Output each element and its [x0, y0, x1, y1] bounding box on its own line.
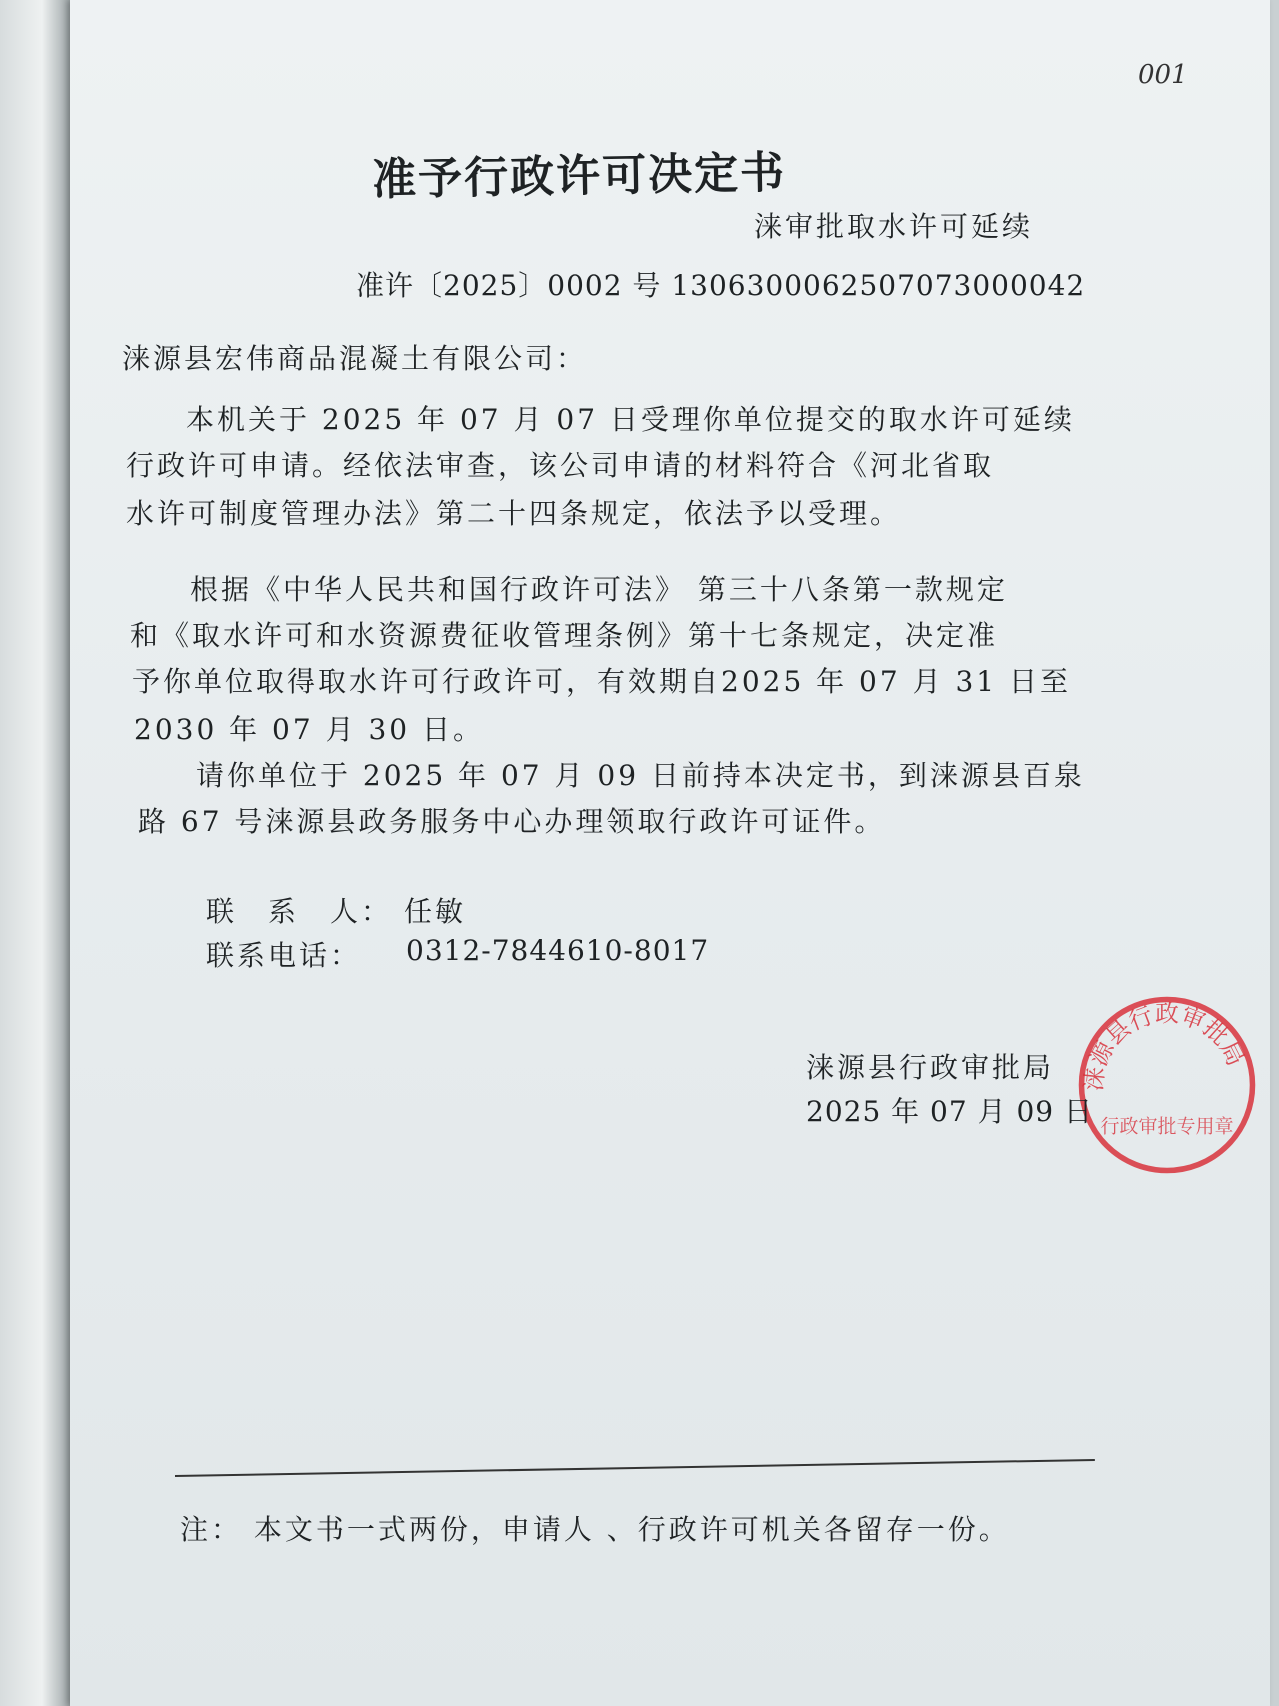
contact-person-label: 联 系 人： [206, 895, 393, 928]
paragraph-line: 予你单位取得取水许可行政许可，有效期自2025 年 07 月 31 日至 [132, 665, 1072, 698]
issue-date: 2025 年 07 月 09 日 [806, 1095, 1094, 1128]
paragraph-line: 根据《中华人民共和国行政许可法》 第三十八条第一款规定 [190, 573, 1008, 606]
binding-edge [0, 0, 70, 1706]
document-subtitle: 涞审批取水许可延续 [754, 210, 1034, 243]
svg-text:涞源县行政审批局: 涞源县行政审批局 [1079, 999, 1250, 1093]
document-page [70, 0, 1270, 1706]
svg-text:行政审批专用章: 行政审批专用章 [1100, 1115, 1234, 1138]
contact-person: 任敏 [404, 895, 467, 928]
official-seal [1072, 990, 1262, 1180]
contact-phone-label: 联系电话： [206, 939, 362, 972]
issuer: 涞源县行政审批局 [806, 1051, 1055, 1084]
paragraph-line: 水许可制度管理办法》第二十四条规定，依法予以受理。 [126, 497, 902, 530]
paragraph-line: 请你单位于 2025 年 07 月 09 日前持本决定书，到涞源县百泉 [196, 759, 1085, 792]
document-number: 准许〔2025〕0002 号 1306300062507073000042 [356, 269, 1086, 302]
paragraph-line: 本机关于 2025 年 07 月 07 日受理你单位提交的取水许可延续 [186, 403, 1075, 436]
document-title: 准予行政许可决定书 [371, 147, 787, 206]
paragraph-line: 和《取水许可和水资源费征收管理条例》第十七条规定，决定准 [130, 619, 999, 652]
page-number: 001 [1138, 60, 1188, 90]
paragraph-line: 路 67 号涞源县政务服务中心办理领取行政许可证件。 [138, 805, 886, 838]
recipient: 涞源县宏伟商品混凝土有限公司： [122, 342, 588, 375]
footnote: 注： 本文书一式两份，申请人 、行政许可机关各留存一份。 [180, 1513, 1010, 1546]
paragraph-line: 行政许可申请。经依法审查，该公司申请的材料符合《河北省取 [126, 449, 995, 482]
paragraph-line: 2030 年 07 月 30 日。 [134, 713, 485, 746]
contact-phone: 0312-7844610-8017 [406, 934, 710, 967]
